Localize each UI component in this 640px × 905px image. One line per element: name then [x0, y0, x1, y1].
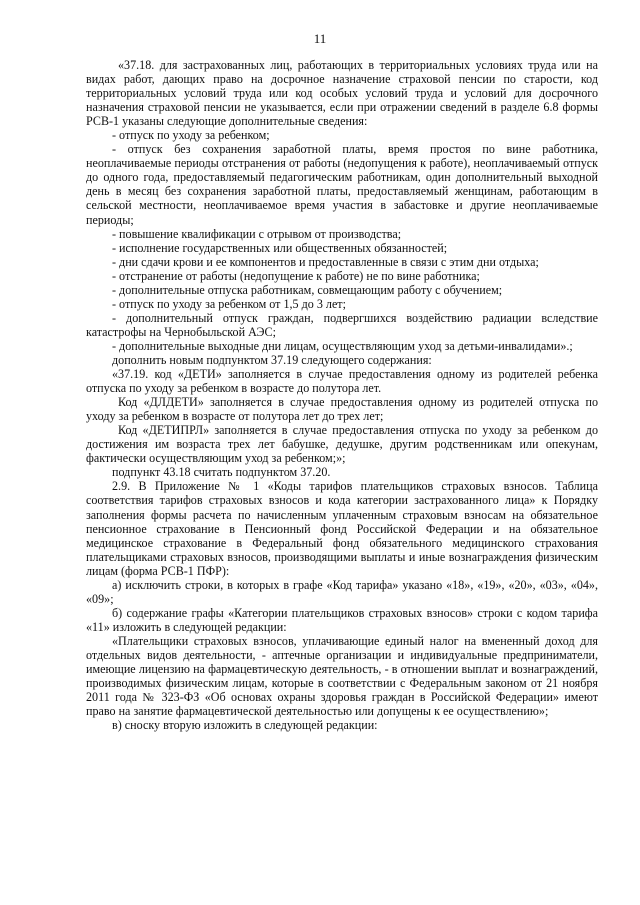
paragraph: «37.18. для застрахованных лиц, работающих в территориальных условиях труда или на видах работ, дающих право на досрочное назначение страховой пенсии по старости, код территориальных условий труда или код особых условий труда и условий для досрочного назначения страховой пенсии не указывается, если при отражении сведений в разделе 6.8 формы РСВ-1 указаны следующие дополнительные сведения:	[86, 58, 598, 129]
page-number: 11	[313, 31, 327, 46]
list-item: - дополнительный отпуск граждан, подвергшихся воздействию радиации вследствие катастрофы на Чернобыльской АЭС;	[86, 310, 598, 339]
list-item: - дополнительные выходные дни лицам, осуществляющим уход за детьми-инвалидами».;	[112, 338, 573, 353]
list-item: б) содержание графы «Категории плательщиков страховых взносов» строки с кодом тарифа «11» изложить в следующей редакции:	[86, 605, 598, 634]
list-item: - отпуск по уходу за ребенком от 1,5 до 3 лет;	[112, 296, 346, 311]
list-item: «37.19. код «ДЕТИ» заполняется в случае предоставления одному из родителей ребенка отпуска по уходу за ребенком в возрасте до полутора лет.	[86, 367, 598, 396]
list-item: - повышение квалификации с отрывом от производства;	[112, 226, 402, 241]
list-item: 2.9. В Приложение № 1 «Коды тарифов плательщиков страховых взносов. Таблица соответствия тарифов страховых взносов и кода категории застрахованного лица» к Порядку заполнения формы расчета по начисленным уплаченным страховым взносам на обязательное пенсионное страхование в Пенсионный фонд Российской Федерации и на обязательное медицинское страхование в Федеральный фонд обязательного медицинского страхования плательщиками страховых взносов, производящими выплаты и иные вознаграждения физическим лицам (форма РСВ-1 ПФР):	[86, 479, 598, 578]
list-item: в) сноску вторую изложить в следующей редакции:	[112, 718, 378, 733]
list-item: дополнить новым подпунктом 37.19 следующего содержания:	[112, 352, 432, 367]
list-item: а) исключить строки, в которых в графе «Код тарифа» указано «18», «19», «20», «03», «04», «09»;	[86, 577, 598, 606]
list-item: - отпуск по уходу за ребенком;	[112, 128, 270, 143]
list-item: - дополнительные отпуска работникам, совмещающим работу с обучением;	[112, 282, 503, 297]
list-item: подпункт 43.18 считать подпунктом 37.20.	[112, 465, 331, 480]
list-item: «Плательщики страховых взносов, уплачивающие единый налог на вмененный доход для отдельных видов деятельности, - аптечные организации и индивидуальные предприниматели, имеющие лицензию на фармацевтическую деятельность, - в отношении выплат и вознаграждений, производимых физическим лицам, которые в соответствии с Федеральным законом от 21 ноября 2011 года № 323-ФЗ «Об основах охраны здоровья граждан в Российской Федерации» имеют право на занятие фармацевтической деятельностью или допущены к ее осуществлению»;	[86, 633, 598, 719]
list-item: - дни сдачи крови и ее компонентов и предоставленные в связи с этим дни отдыха;	[112, 254, 539, 269]
list-item: - исполнение государственных или общественных обязанностей;	[112, 240, 448, 255]
list-item: - отпуск без сохранения заработной платы, время простоя по вине работника, неоплачиваемые периоды отстранения от работы (недопущения к работе), неоплачиваемый отпуск до одного года, предоставляемый педагогическим работникам, один дополнительный выходной день в месяц без сохранения заработной платы, предоставляемый женщинам, работающим в сельской местности, неоплачиваемое время участия в забастовке и другие неоплачиваемые периоды;	[86, 142, 598, 227]
paragraph: Код «ДЕТИПРЛ» заполняется в случае предоставления отпуска по уходу за ребенком до достижения им возраста трех лет бабушке, дедушке, другим родственникам или опекунам, фактически осуществляющим уход за ребенком;»;	[86, 423, 598, 466]
list-item: - отстранение от работы (недопущение к работе) не по вине работника;	[112, 268, 480, 283]
paragraph: Код «ДЛДЕТИ» заполняется в случае предоставления одному из родителей отпуска по уходу за ребенком в возрасте от полутора лет до трех лет;	[86, 395, 598, 424]
document-body	[86, 58, 598, 732]
